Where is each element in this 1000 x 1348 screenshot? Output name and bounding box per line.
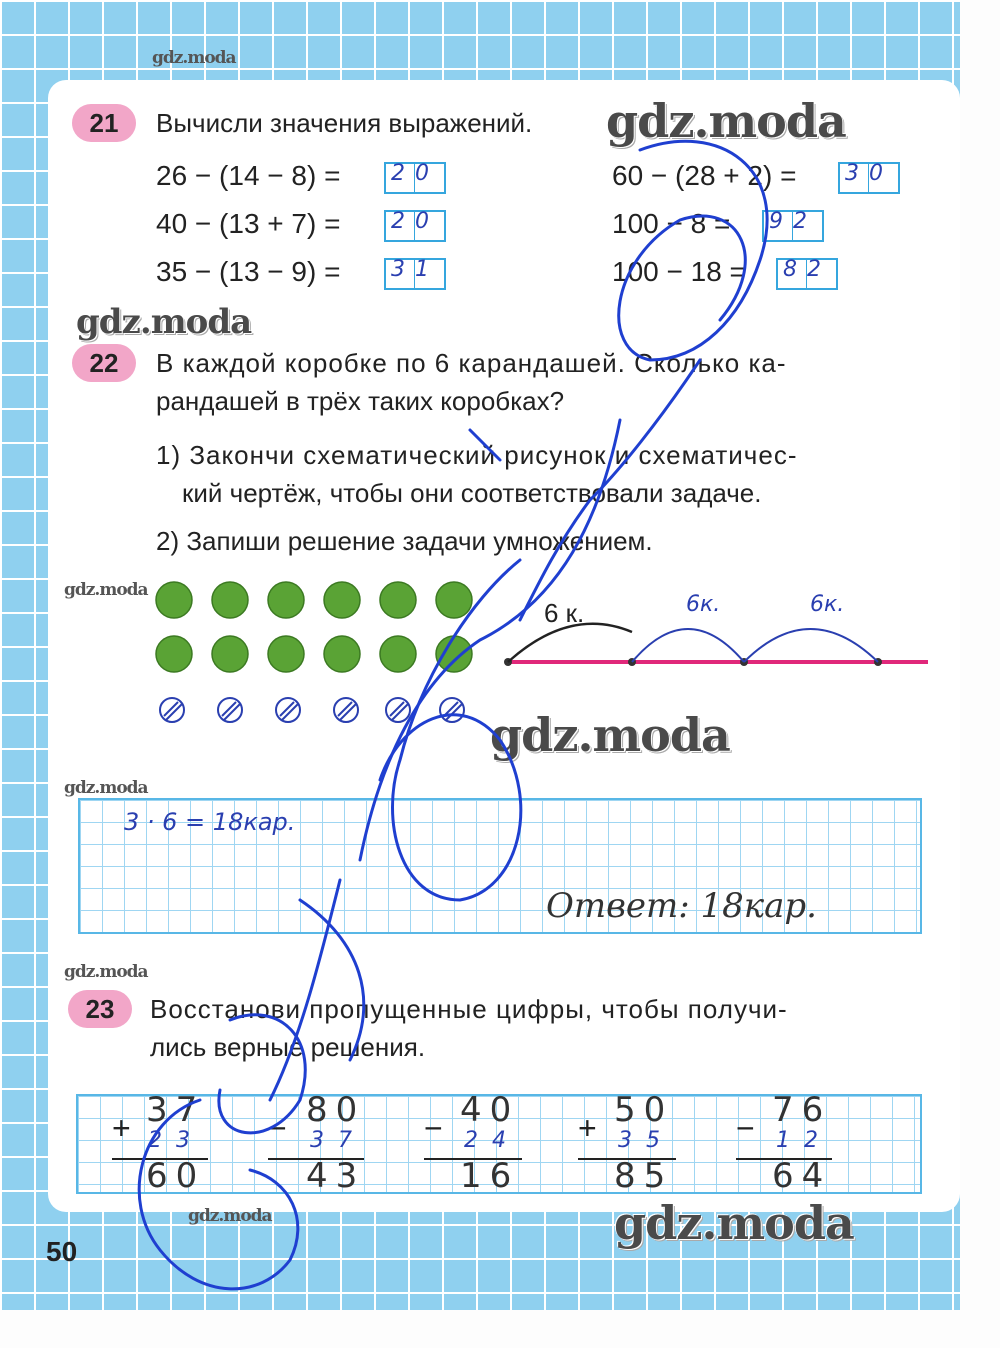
watermark-bottom-small: gdz.moda	[188, 1206, 272, 1226]
task21-expr-r1: 60 − (28 + 2) =	[612, 160, 797, 191]
watermark-dots: gdz.moda	[64, 580, 148, 600]
problem4-sign: +	[578, 1110, 597, 1146]
watermark-middle: gdz.moda	[490, 708, 730, 762]
segment-label-2: 6к.	[686, 592, 721, 617]
task21-expr-l3: 35 − (13 − 9) =	[156, 256, 341, 287]
task21-prompt: Вычисли значения выражений.	[156, 108, 533, 138]
watermark-task23: gdz.moda	[64, 962, 148, 982]
task22-step2: 2) Запиши решение задачи умножением.	[156, 526, 653, 556]
problem5-bottom: 12	[776, 1128, 832, 1153]
problem2-top: 80	[306, 1090, 366, 1130]
task21-answer-r2: 92	[762, 210, 824, 242]
watermark-task21: gdz.moda	[606, 94, 846, 148]
task23-prompt-line2: лись верные решения.	[150, 1032, 426, 1062]
problem5-sign: −	[736, 1110, 755, 1146]
task21-expr-l2: 40 − (13 + 7) =	[156, 208, 341, 239]
problem3-sign: −	[424, 1110, 443, 1146]
problem3-bottom: 24	[464, 1128, 520, 1153]
solution-text: 3 · 6 = 18кар.	[124, 808, 296, 836]
task22-badge: 22	[72, 344, 136, 382]
task21-answer-l1: 20	[384, 162, 446, 194]
problem4-top: 50	[614, 1090, 674, 1130]
task22-prompt-line1: В каждой коробке по 6 карандашей. Сколько ка-	[156, 348, 787, 378]
problem1-result: 60	[146, 1156, 206, 1196]
task21-answer-l3: 31	[384, 258, 446, 290]
segment-label-1: 6 к.	[544, 598, 585, 628]
task21-badge: 21	[72, 104, 136, 142]
watermark-grid: gdz.moda	[64, 778, 148, 798]
problem5-top: 76	[772, 1090, 832, 1130]
task23-prompt-line1: Восстанови пропущенные цифры, чтобы получи-	[150, 994, 788, 1024]
problem2-result: 43	[306, 1156, 366, 1196]
watermark-top: gdz.moda	[152, 48, 236, 68]
task21-expr-r3: 100 − 18 =	[612, 256, 746, 287]
watermark-bottom: gdz.moda	[614, 1196, 854, 1250]
problem2-bottom: 37	[310, 1128, 366, 1153]
task21-expr-l1: 26 − (14 − 8) =	[156, 160, 341, 191]
problem1-top: 37	[146, 1090, 206, 1130]
task23-badge: 23	[68, 990, 132, 1028]
problem1-bottom: 23	[148, 1128, 204, 1153]
segment-label-3: 6к.	[810, 592, 845, 617]
problem3-top: 40	[460, 1090, 520, 1130]
task22-prompt-line2: рандашей в трёх таких коробках?	[156, 386, 565, 416]
problem2-sign: −	[268, 1110, 287, 1146]
answer-text: Ответ: 18кар.	[546, 886, 817, 926]
problem4-result: 85	[614, 1156, 674, 1196]
task21-answer-r1: 30	[838, 162, 900, 194]
problem3-result: 16	[460, 1156, 520, 1196]
page-number: 50	[46, 1236, 78, 1267]
problem5-result: 64	[772, 1156, 832, 1196]
task22-step1-line2: кий чертёж, чтобы они соответствовали задаче.	[182, 478, 762, 508]
task21-expr-r2: 100 − 8 =	[612, 208, 731, 239]
task21-answer-r3: 82	[776, 258, 838, 290]
problem4-bottom: 35	[618, 1128, 674, 1153]
problem1-sign: +	[112, 1110, 131, 1146]
task21-answer-l2: 20	[384, 210, 446, 242]
watermark-task22: gdz.moda	[76, 302, 252, 342]
task22-step1-line1: 1) Закончи схематический рисунок и схематичес-	[156, 440, 798, 470]
